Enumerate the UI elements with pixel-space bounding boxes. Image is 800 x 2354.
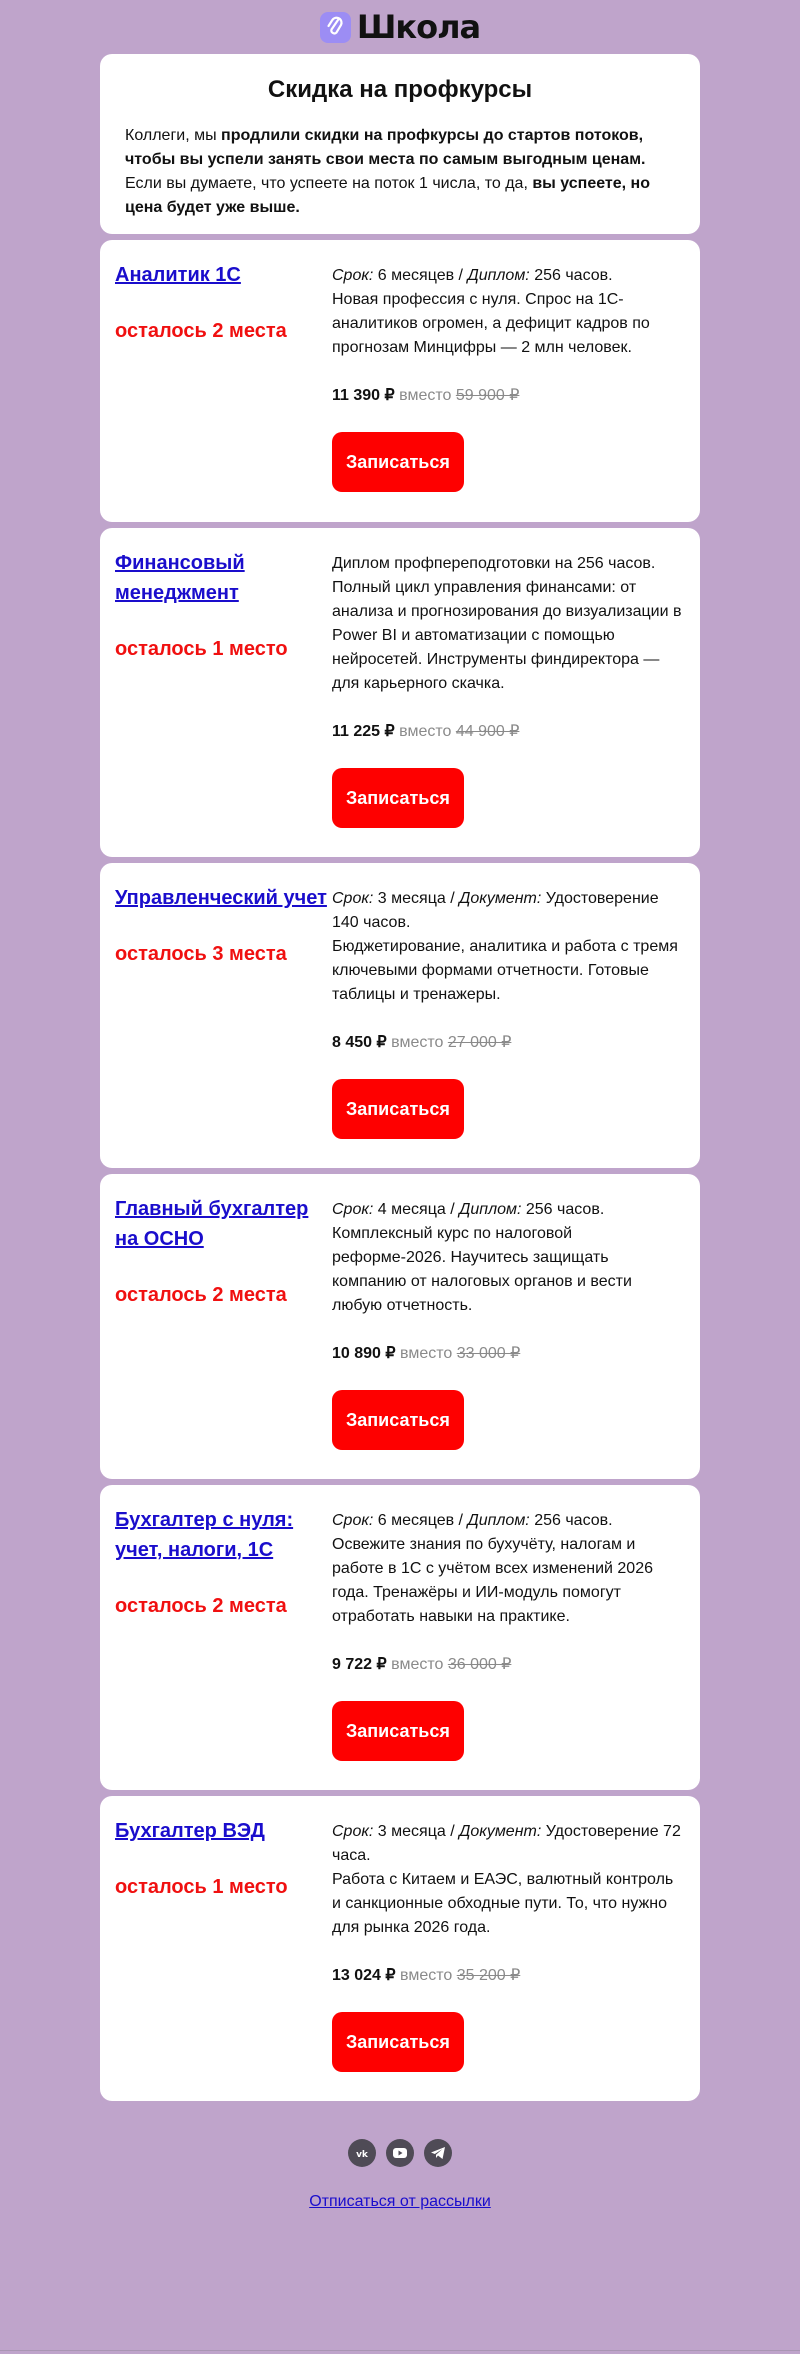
paperclip-icon	[320, 12, 351, 43]
term-label: Срок:	[332, 890, 374, 907]
intro-card	[100, 54, 700, 234]
course-description: Комплексный курс по налоговой реформе-2026. Научитесь защищать компанию от налоговых органов и вести любую отчетность.	[332, 1225, 632, 1314]
seats-left: осталось 1 место	[115, 1876, 288, 1898]
course-terms	[332, 1509, 685, 1533]
enroll-button[interactable]: Записаться	[332, 1390, 464, 1450]
telegram-icon[interactable]	[424, 2139, 452, 2167]
course-description: Бюджетирование, аналитика и работа с тремя ключевыми формами отчетности. Готовые таблицы и тренажеры.	[332, 938, 678, 1003]
seats-left: осталось 3 места	[115, 943, 287, 965]
new-price: 10 890 ₽	[332, 1345, 396, 1362]
doc-value: 256 часов.	[521, 1201, 605, 1218]
divider	[0, 2350, 800, 2351]
enroll-button[interactable]: Записаться	[332, 2012, 464, 2072]
enroll-button[interactable]: Записаться	[332, 768, 464, 828]
old-price: 27 000 ₽	[447, 1034, 512, 1051]
doc-label: Диплом:	[467, 1512, 530, 1529]
term-label: Срок:	[332, 267, 374, 284]
term-value: 3 месяца /	[373, 890, 460, 907]
price-row	[332, 1964, 685, 1988]
term-value: 4 месяца /	[373, 1201, 460, 1218]
new-price: 9 722 ₽	[332, 1656, 387, 1673]
social-links	[100, 2139, 700, 2167]
course-card	[100, 240, 700, 522]
old-price: 36 000 ₽	[447, 1656, 512, 1673]
old-price: 33 000 ₽	[456, 1345, 521, 1362]
footer	[100, 2139, 700, 2211]
new-price: 8 450 ₽	[332, 1034, 387, 1051]
term-label: Срок:	[332, 1823, 374, 1840]
logo[interactable]	[100, 0, 700, 54]
course-title-link[interactable]: Аналитик 1С	[115, 264, 241, 286]
course-card	[100, 1796, 700, 2101]
course-card	[100, 1485, 700, 1790]
term-value: 6 месяцев /	[373, 267, 468, 284]
term-label: Срок:	[332, 1201, 374, 1218]
course-description: Освежите знания по бухучёту, налогам и работе в 1С с учётом всех изменений 2026 года. Тренажёры и ИИ-модуль помогут отработать навыки на практике.	[332, 1536, 653, 1625]
course-description: Новая профессия с нуля. Спрос на 1С-аналитиков огромен, а дефицит кадров по прогнозам Минцифры — 2 млн человек.	[332, 291, 650, 356]
enroll-button[interactable]: Записаться	[332, 1079, 464, 1139]
course-title-link[interactable]: Бухгалтер с нуля: учет, налоги, 1С	[115, 1509, 294, 1561]
doc-label: Диплом:	[459, 1201, 522, 1218]
price-row	[332, 1342, 685, 1366]
course-terms	[332, 887, 685, 935]
doc-value: Удостоверение 140 часов.	[332, 890, 659, 931]
page-title: Скидка на профкурсы	[267, 76, 533, 103]
doc-value: 256 часов.	[529, 1512, 613, 1529]
course-title-link[interactable]: Главный бухгалтер на ОСНО	[115, 1198, 309, 1250]
intro-text-bold: вы успеете, но цена будет уже выше.	[125, 175, 650, 216]
price-row	[332, 720, 685, 744]
old-price: 35 200 ₽	[456, 1967, 521, 1984]
course-terms	[332, 264, 685, 288]
instead-text: вместо	[394, 723, 456, 740]
course-card	[100, 528, 700, 857]
doc-label: Документ:	[459, 1823, 542, 1840]
enroll-button[interactable]: Записаться	[332, 432, 464, 492]
new-price: 11 390 ₽	[332, 387, 395, 404]
course-card	[100, 863, 700, 1168]
svg-text:vk: vk	[356, 2150, 368, 2158]
intro-text-part: Коллеги, мы	[125, 127, 222, 144]
vk-icon[interactable]	[348, 2139, 376, 2167]
course-card	[100, 1174, 700, 1479]
unsubscribe-link[interactable]: Отписаться от рассылки	[309, 2193, 491, 2210]
doc-label: Диплом:	[467, 267, 530, 284]
course-description: Диплом профпереподготовки на 256 часов. Полный цикл управления финансами: от анализа и прогнозирования до визуализации в Power BI и автоматизации с помощью нейросетей. Инструменты финдиректора — для карьерного скачка.	[332, 555, 682, 692]
enroll-button[interactable]: Записаться	[332, 1701, 464, 1761]
intro-text-bold: продлили скидки на профкурсы до стартов потоков, чтобы вы успели занять свои места по самым выгодным ценам.	[125, 127, 646, 168]
intro-text-part: Если вы думаете, что успеете на поток 1 числа, то да,	[125, 175, 533, 192]
instead-text: вместо	[394, 387, 456, 404]
intro-text	[125, 124, 675, 220]
price-row	[332, 1653, 685, 1677]
doc-value: Удостоверение 72 часа.	[332, 1823, 681, 1864]
seats-left: осталось 2 места	[115, 1595, 287, 1617]
seats-left: осталось 2 места	[115, 1284, 287, 1306]
term-value: 3 месяца /	[373, 1823, 460, 1840]
price-row	[332, 384, 685, 408]
course-title-link[interactable]: Управленческий учет	[115, 887, 327, 909]
course-terms	[332, 1198, 685, 1222]
doc-label: Документ:	[459, 890, 542, 907]
old-price: 59 900 ₽	[455, 387, 520, 404]
youtube-icon[interactable]	[386, 2139, 414, 2167]
seats-left: осталось 1 место	[115, 638, 288, 660]
seats-left: осталось 2 места	[115, 320, 287, 342]
old-price: 44 900 ₽	[455, 723, 520, 740]
course-description: Работа с Китаем и ЕАЭС, валютный контроль и санкционные обходные пути. То, что нужно для рынка 2026 года.	[332, 1871, 674, 1936]
instead-text: вместо	[395, 1967, 457, 1984]
new-price: 13 024 ₽	[332, 1967, 396, 1984]
brand-name: Школа	[356, 8, 481, 46]
new-price: 11 225 ₽	[332, 723, 395, 740]
term-value: 6 месяцев /	[373, 1512, 468, 1529]
course-terms	[332, 1820, 685, 1868]
course-title-link[interactable]: Финансовый менеджмент	[115, 552, 245, 604]
instead-text: вместо	[386, 1656, 448, 1673]
instead-text: вместо	[386, 1034, 448, 1051]
instead-text: вместо	[395, 1345, 457, 1362]
term-label: Срок:	[332, 1512, 374, 1529]
course-title-link[interactable]: Бухгалтер ВЭД	[115, 1820, 265, 1842]
price-row	[332, 1031, 685, 1055]
doc-value: 256 часов.	[529, 267, 613, 284]
